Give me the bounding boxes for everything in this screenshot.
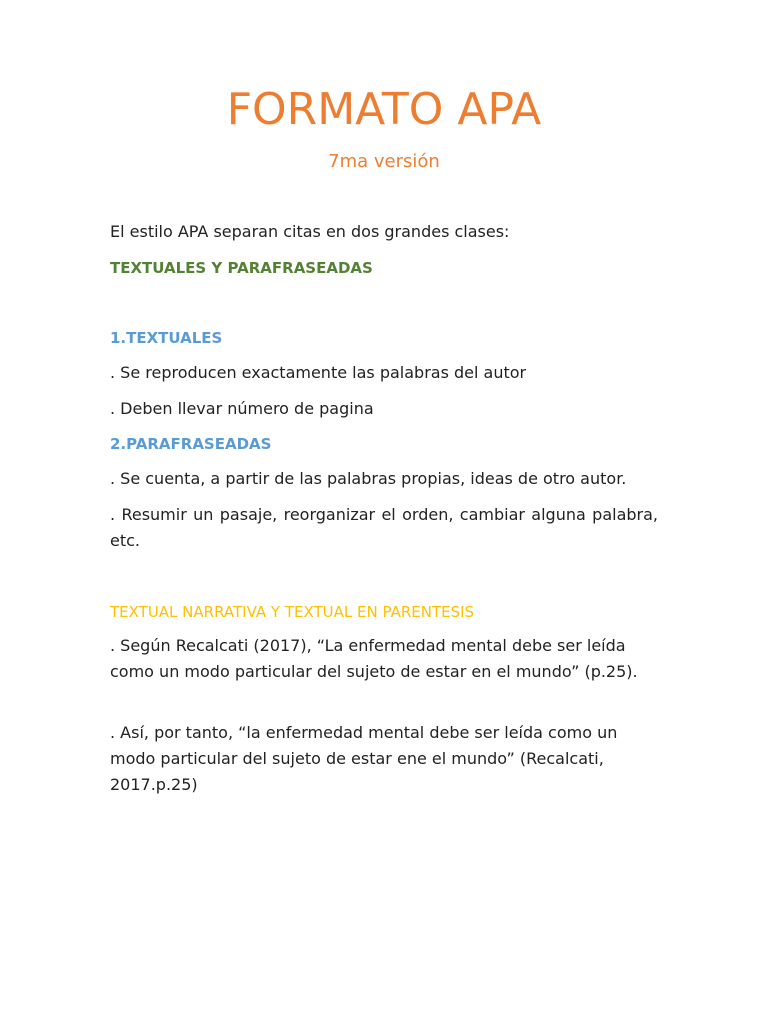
parafraseadas-point-1: . Se cuenta, a partir de las palabras propias, ideas de otro autor. bbox=[110, 469, 627, 488]
document-title: FORMATO APA bbox=[226, 84, 542, 135]
section-heading-parafraseadas: 2.PARAFRASEADAS bbox=[110, 435, 272, 453]
narrativa-example-1: . Según Recalcati (2017), “La enfermedad mental debe ser leída como un modo particular del sujeto de estar en el mundo” (p.25). bbox=[110, 636, 638, 681]
textuales-point-2: . Deben llevar número de pagina bbox=[110, 399, 374, 418]
parafraseadas-point-2: . Resumir un pasaje, reorganizar el orden, cambiar alguna palabra, etc. bbox=[110, 505, 658, 550]
document-subtitle: 7ma versión bbox=[328, 151, 440, 172]
textuales-point-1: . Se reproducen exactamente las palabras del autor bbox=[110, 363, 527, 382]
section-heading-textuales: 1.TEXTUALES bbox=[110, 329, 223, 347]
section-heading-narrativa: TEXTUAL NARRATIVA Y TEXTUAL EN PARENTESIS bbox=[110, 603, 475, 621]
intro-paragraph: El estilo APA separan citas en dos grandes clases: bbox=[110, 222, 510, 241]
main-heading: TEXTUALES Y PARAFRASEADAS bbox=[110, 259, 373, 277]
narrativa-example-2: . Así, por tanto, “la enfermedad mental debe ser leída como un modo particular del sujeto de estar ene el mundo” (Recalcati, 2017.p.25) bbox=[110, 723, 618, 794]
